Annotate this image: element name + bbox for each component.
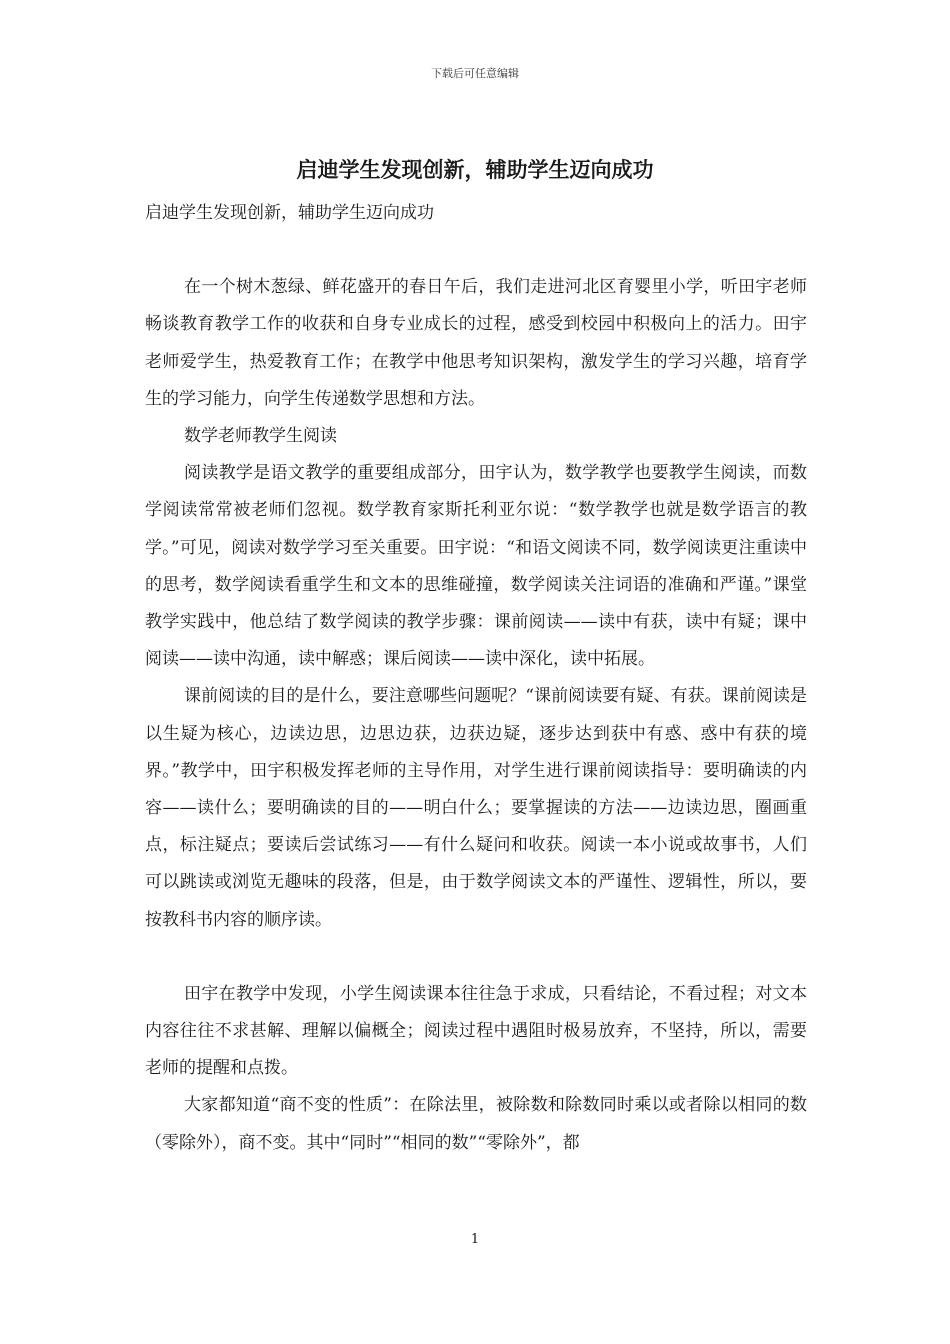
paragraph: 在一个树木葱绿、鲜花盛开的春日午后，我们走进河北区育婴里小学，听田宇老师畅谈教育教学工作的收获和自身专业成长的过程，感受到校园中积极向上的活力。田宇老师爱学生，热爱教育工作；在教学中他思考知识架构，激发学生的学习兴趣，培育学生的学习能力，向学生传递数学思想和方法。 (145, 277, 807, 409)
blank-line (145, 232, 807, 269)
paragraph: 田宇在教学中发现，小学生阅读课本往往急于求成，只看结论，不看过程；对文本内容往往不求甚解、理解以偏概全；阅读过程中遇阻时极易放弃，不坚持，所以，需要老师的提醒和点拨。 (145, 983, 807, 1079)
blank-line (145, 939, 807, 976)
document-title: 启迪学生发现创新，辅助学生迈向成功 (296, 157, 654, 182)
document-body (145, 195, 807, 1162)
subtitle: 启迪学生发现创新，辅助学生迈向成功 (145, 203, 434, 223)
page-number: 1 (470, 1232, 480, 1247)
paragraph: 课前阅读的目的是什么，要注意哪些问题呢？“课前阅读要有疑、有获。课前阅读是以生疑为核心，边读边思，边思边获，边获边疑，逐步达到获中有惑、惑中有获的境界。”教学中，田宇积极发挥老师的主导作用，对学生进行课前阅读指导：要明确读的内容——读什么；要明确读的目的——明白什么；要掌握读的方法——边读边思，圈画重点，标注疑点；要读后尝试练习——有什么疑问和收获。阅读一本小说或故事书，人们可以跳读或浏览无趣味的段落，但是，由于数学阅读文本的严谨性、逻辑性，所以，要按教科书内容的顺序读。 (145, 686, 807, 930)
paragraph: 阅读教学是语文教学的重要组成部分，田宇认为，数学教学也要教学生阅读，而数学阅读常常被老师们忽视。数学教育家斯托利亚尔说：“数学教学也就是数学语言的教学。”可见，阅读对数学学习至关重要。田宇说：“和语文阅读不同，数学阅读更注重读中的思考，数学阅读看重学生和文本的思维碰撞，数学阅读关注词语的准确和严谨。”课堂教学实践中，他总结了数学阅读的教学步骤：课前阅读——读中有获，读中有疑；课中阅读——读中沟通，读中解惑；课后阅读——读中深化，读中拓展。 (145, 463, 807, 670)
section-heading: 数学老师教学生阅读 (184, 426, 337, 447)
paragraph: 大家都知道“商不变的性质”：在除法里，被除数和除数同时乘以或者除以相同的数（零除外），商不变。其中“同时”“相同的数”“零除外”，都 (145, 1095, 807, 1153)
header-note: 下载后可任意编辑 (431, 67, 519, 80)
